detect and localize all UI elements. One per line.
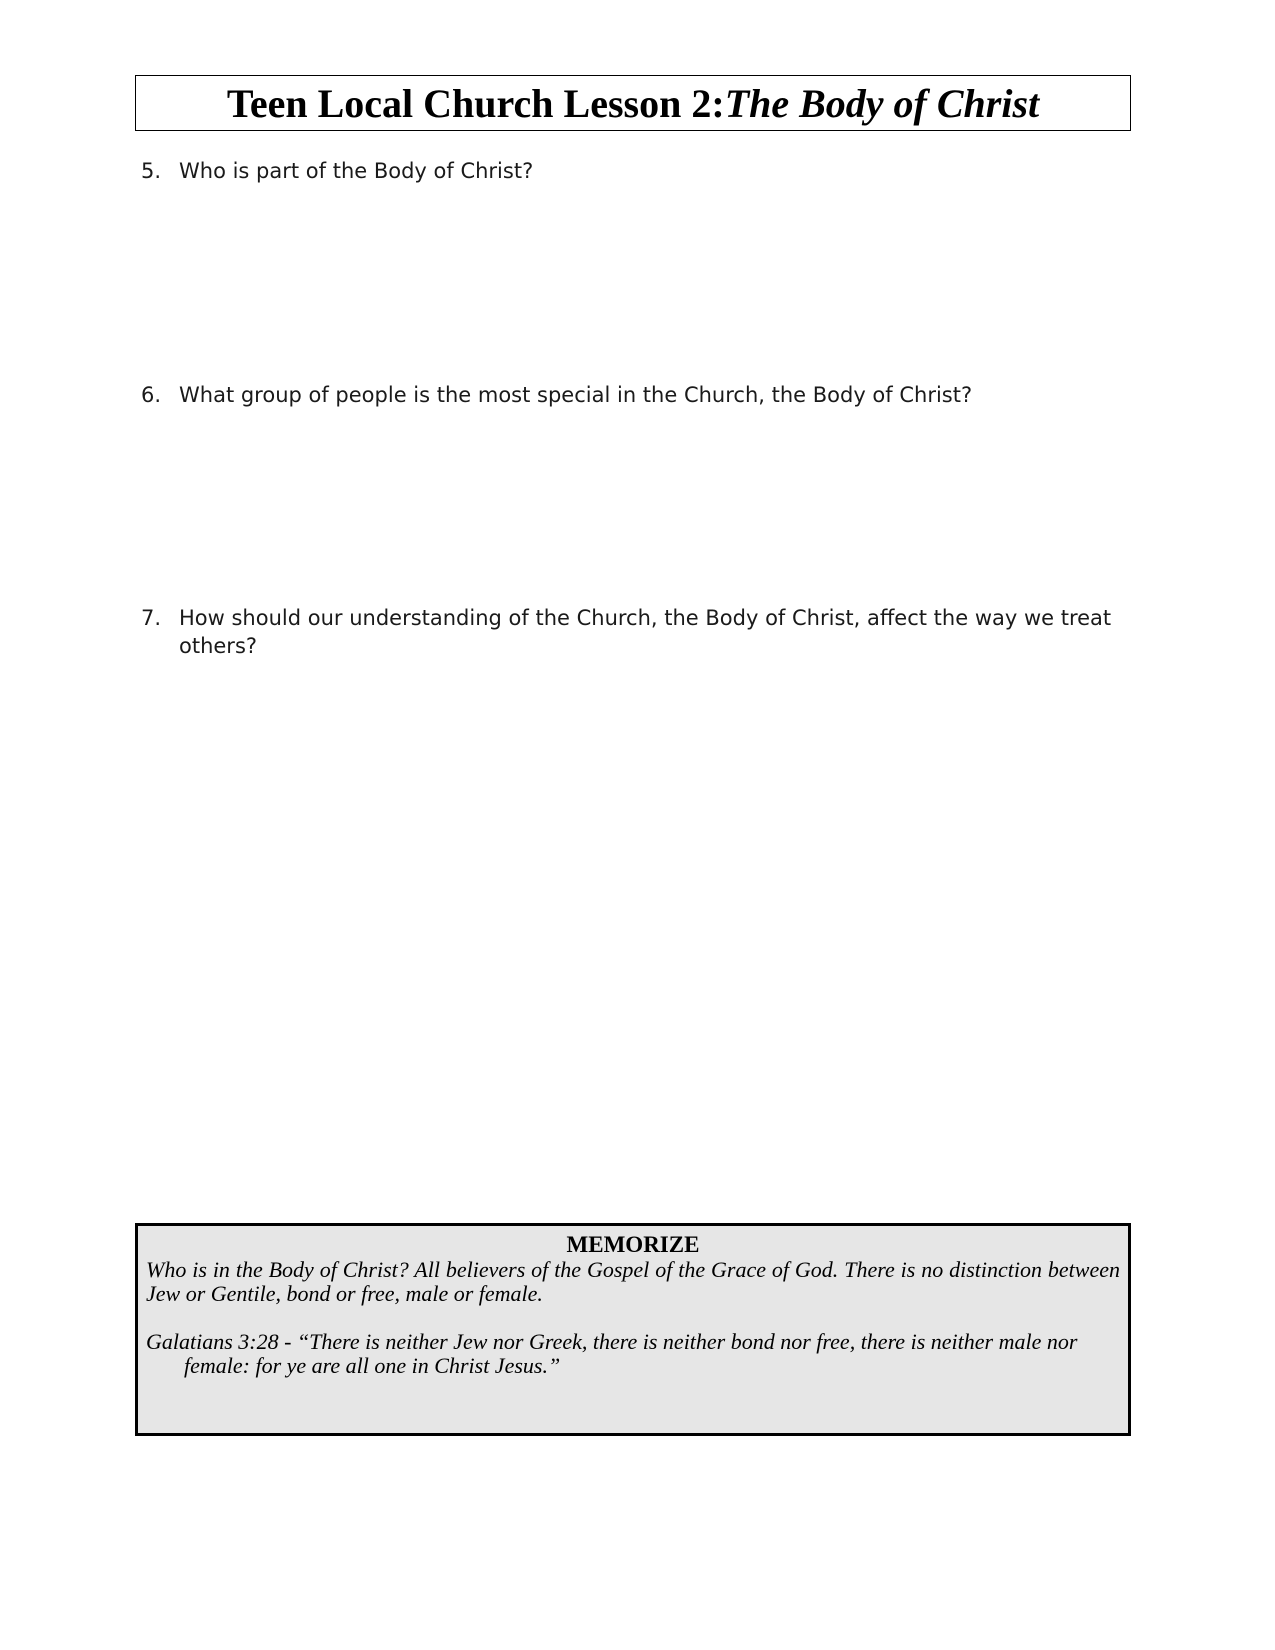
question-number: 5. — [141, 159, 162, 183]
question-number: 6. — [141, 383, 162, 407]
question-7 — [141, 604, 1121, 660]
memorize-summary: Who is in the Body of Christ? All believers of the Gospel of the Grace of God. There is no distinction between Jew or Gentile, bond or free, male or female. — [146, 1257, 1120, 1306]
memorize-heading: MEMORIZE — [566, 1232, 700, 1257]
memorize-verse: Galatians 3:28 - “There is neither Jew nor Greek, there is neither bond nor free, there is neither male nor female: for ye are all one in Christ Jesus.” — [146, 1329, 1078, 1378]
lesson-title-main: Teen Local Church Lesson 2: — [226, 80, 725, 126]
lesson-title — [135, 75, 1131, 131]
question-text: How should our understanding of the Church, the Body of Christ, affect the way we treat others? — [179, 606, 1112, 658]
memorize-box — [135, 1223, 1131, 1436]
lesson-title-italic: The Body of Christ — [724, 80, 1040, 126]
question-number: 7. — [141, 606, 162, 630]
question-5 — [141, 157, 1121, 185]
question-text: Who is part of the Body of Christ? — [179, 159, 534, 183]
question-6 — [141, 381, 1121, 409]
question-text: What group of people is the most special in the Church, the Body of Christ? — [179, 383, 973, 407]
